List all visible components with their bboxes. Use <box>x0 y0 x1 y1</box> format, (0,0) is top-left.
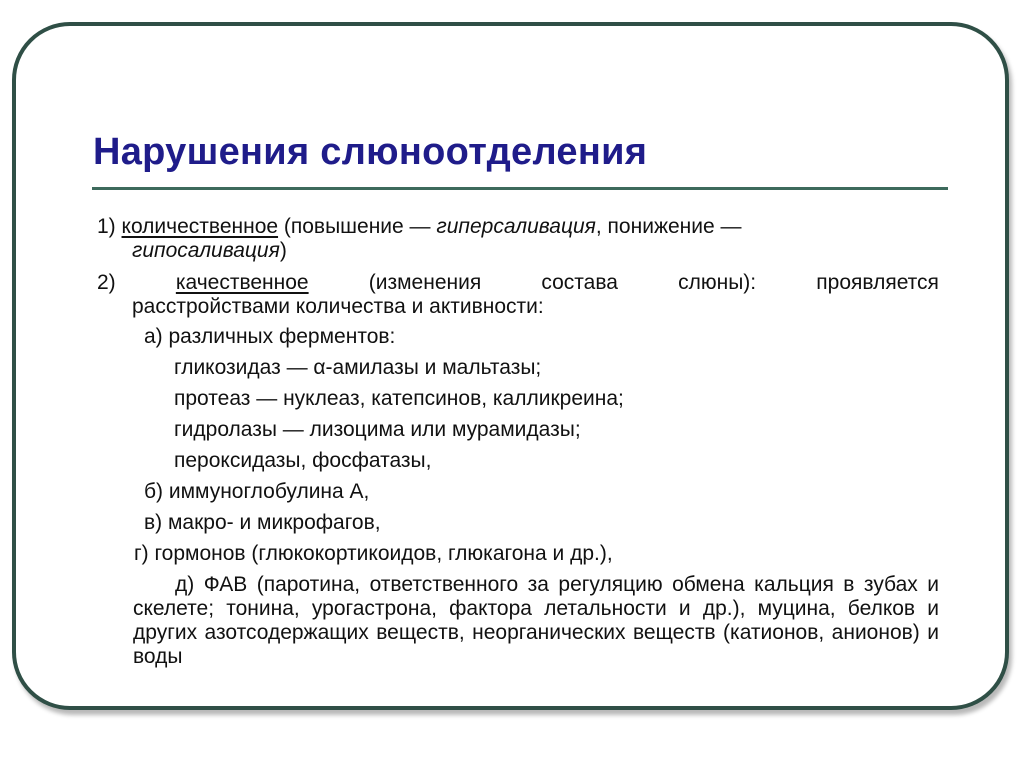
sub-item-v: в) макро- и микрофагов, <box>144 511 381 534</box>
enzyme-glycosidase: гликозидаз — α-амилазы и мальтазы; <box>174 356 542 379</box>
sub-item-a: а) различных ферментов: <box>144 325 396 348</box>
term-quantitative: количественное <box>121 215 279 238</box>
item-qualitative: 2) качественное (изменения состава слюны): проявляется расстройствами количества и активности: <box>97 271 939 318</box>
enzyme-protease: протеаз — нуклеаз, катепсинов, калликреина; <box>174 387 624 410</box>
slide-title: Нарушения слюноотделения <box>93 131 648 173</box>
slide-body <box>97 215 939 669</box>
term-qualitative: качественное <box>175 271 309 294</box>
title-divider <box>92 187 948 190</box>
term-hypersalivation: гиперсаливация <box>436 215 596 238</box>
term-hyposalivation: гипосаливация <box>132 239 280 262</box>
item-number: 1) <box>97 215 116 238</box>
sub-item-d: д) ФАВ (паротина, ответственного за регуляцию обмена кальция в зубах и скелете; тонина, урогастрона, фактора летальности и др.), муцина, белков и других азотсодержащих веществ, неорганических веществ (катионов, анионов) и воды <box>133 573 939 668</box>
item-quantitative: 1) количественное (повышение — гиперсаливация, понижение — гипосаливация) <box>97 215 742 262</box>
sub-item-g: г) гормонов (глюкокортикоидов, глюкагона и др.), <box>134 542 613 565</box>
item-number: 2) <box>97 271 116 294</box>
enzyme-hydrolase: гидролазы — лизоцима или мурамидазы; <box>174 418 581 441</box>
enzyme-peroxidase: пероксидазы, фосфатазы, <box>174 449 432 472</box>
sub-item-b: б) иммуноглобулина А, <box>144 480 370 503</box>
